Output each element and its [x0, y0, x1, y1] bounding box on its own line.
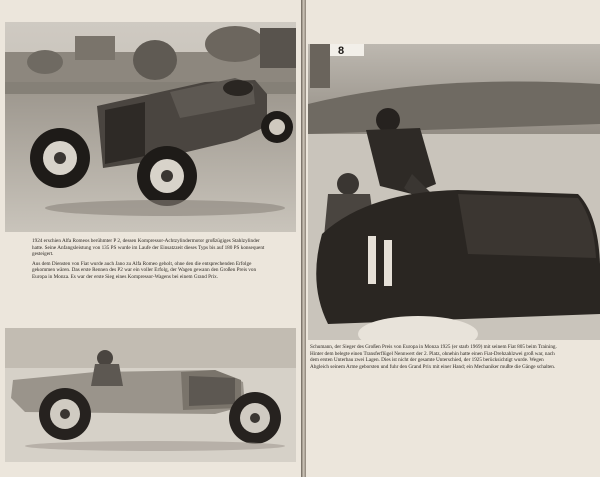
right-top-photo — [308, 44, 600, 340]
pit-stop-photo — [308, 44, 600, 340]
left-caption-paragraph-1: 1924 erschien Alfa Romeos berühmter P 2, dessen Kompressor-Achtzylindermotor großzügiges Stahlzylinder hatte. Seine Anfangsleistung von 135 PS wurde im Laufe der Einsatzzeit dieses Typs bis auf 180 PS konsequent gesteigert. — [32, 238, 265, 258]
right-caption — [310, 344, 560, 373]
right-caption-paragraph-1: Schumann, der Sieger des Großen Preis von Europa in Monza 1925 (er starb 1969) mit seinem Fiat 805 beim Training. Hinter dem belegte einen Transferflügel Nennwert der 2. Platz, ohnehin hatte einen Fiat-Drehzahlzwei groß war, nach dem ersten Unterbau zwei Lagen. Dies ist nicht der gesamte Unterschied, der 1925 berücksichtigt wurde. Wegen Abgleich seinem Arme geborsten und fuhr den Grand Prix mit einer Hand; ein Mechaniker mußte die Gänge schalten. — [310, 344, 557, 370]
race-number: 8 — [338, 45, 345, 57]
left-bottom-photo — [5, 328, 296, 462]
left-top-photo — [5, 22, 296, 232]
left-caption — [32, 238, 268, 284]
race-car-photo-top — [5, 22, 296, 232]
left-caption-paragraph-2: Aus dem Diensten von Fiat wurde auch Jano zu Alfa Romeo geholt, ohne den die entsprechenden Erfolge gekommen wären. Das erste Rennen des P2 war ein voller Erfolg, der Wagen gewann den Großen Preis von Europa in Monza. Es war der erste Sieg eines Kompressor-Wagens bei einem Grand Prix. — [32, 260, 257, 280]
right-page — [306, 0, 600, 477]
race-car-photo-bottom — [5, 328, 296, 462]
